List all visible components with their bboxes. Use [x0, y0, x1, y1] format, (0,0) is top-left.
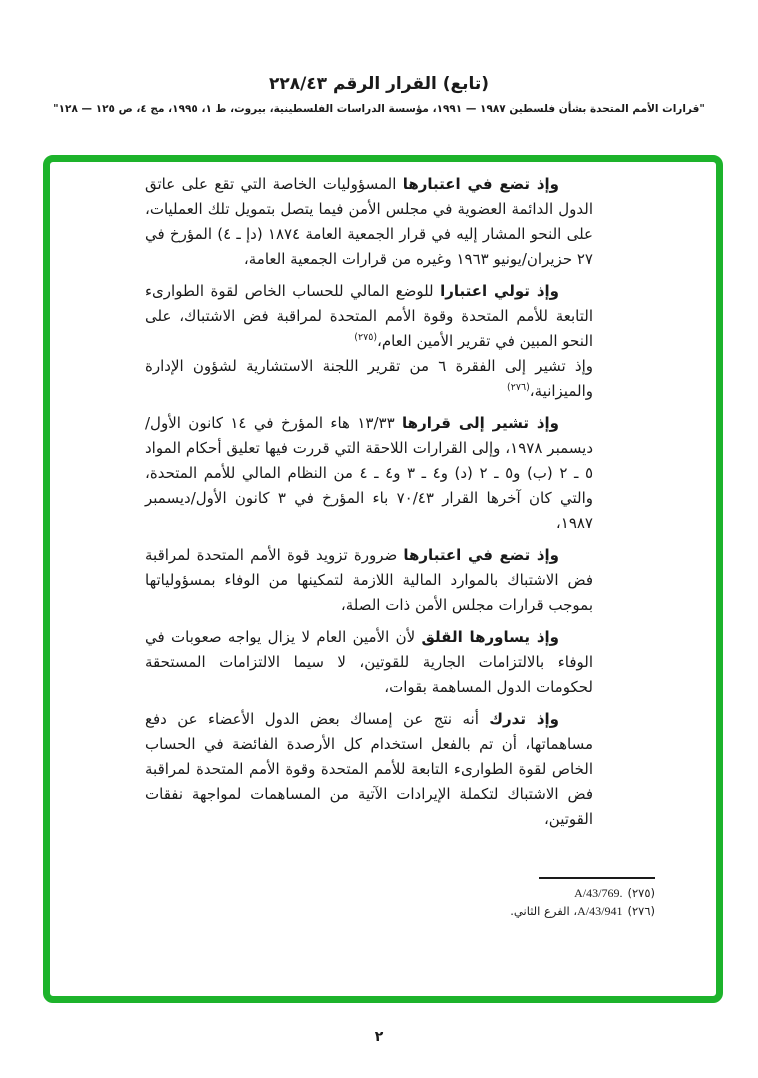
paragraph-lead-phrase: وإذ تضع في اعتبارها	[403, 546, 559, 564]
preambular-paragraph	[145, 172, 593, 272]
paragraph-text: المسؤوليات الخاصة التي تقع على عاتق الدول الدائمة العضوية في مجلس الأمن فيما يتصل بتمويل تلك العمليات، على النحو المشار إليه في قرار الجمعية العامة ١٨٧٤ (دإ ـ ٤) المؤرخ في ٢٧ حزيران/يونيو ١٩٦٣ وغيره من قرارات الجمعية العامة،	[145, 175, 593, 268]
preambular-paragraph	[145, 279, 593, 354]
page-footer	[0, 1026, 758, 1045]
footnote-document-symbol: A/43/941	[577, 904, 623, 918]
preambular-paragraph	[145, 354, 593, 404]
footnote-reference: (٢٧٥)	[354, 332, 378, 343]
preambular-paragraph	[145, 625, 593, 700]
paragraph-text: وإذ تشير إلى الفقرة ٦ من تقرير اللجنة الاستشارية لشؤون الإدارة والميزانية،	[145, 357, 593, 400]
paragraph-text: للوضع المالي للحساب الخاص لقوة الطوارىء التابعة للأمم المتحدة وقوة الأمم المتحدة لمراقبة فض الاشتباك، على النحو المبين في تقرير الأمين العام،	[145, 282, 593, 350]
footnote-item	[325, 884, 655, 902]
paragraph-lead-phrase: وإذ تولي اعتبارا	[440, 282, 559, 300]
resolution-body	[145, 172, 593, 839]
footnote-text: ، الفرع الثاني.	[510, 904, 578, 918]
preambular-paragraph	[145, 707, 593, 832]
paragraph-lead-phrase: وإذ تضع في اعتبارها	[402, 175, 559, 193]
page-number: ٢	[374, 1029, 384, 1045]
paragraph-text: ضرورة تزويد قوة الأمم المتحدة لمراقبة فض الاشتباك بالموارد المالية اللازمة لتمكينها من الوفاء بمسؤولياتها بموجب قرارات مجلس الأمن ذات الصلة،	[145, 546, 593, 614]
paragraph-text: ١٣/٣٣ هاء المؤرخ في ١٤ كانون الأول/ديسمبر ١٩٧٨، وإلى القرارات اللاحقة التي قررت فيها تعليق أحكام المواد ٥ ـ ٢ (ب) و٥ ـ ٢ (د) و٤ ـ ٣ و٤ ـ ٤ من النظام المالي للأمم المتحدة، والتي كان آخرها القرار ٧٠/٤٣ باء المؤرخ في ٣ كانون الأول/ديسمبر ١٩٨٧،	[145, 414, 594, 532]
paragraph-lead-phrase: وإذ يساورها القلق	[421, 628, 559, 646]
footnote-number: (٢٧٥)	[627, 886, 655, 900]
footnote-document-symbol: A/43/769.	[574, 886, 623, 900]
resolution-title: (تابع) القرار الرقم ٢٢٨/٤٣	[268, 74, 490, 94]
paragraph-lead-phrase: وإذ تشير إلى قرارها	[402, 414, 559, 432]
paragraph-lead-phrase: وإذ تدرك	[489, 710, 559, 728]
document-header	[0, 72, 758, 116]
preambular-paragraph	[145, 411, 593, 536]
footnote-item	[325, 902, 655, 920]
paragraph-text: لأن الأمين العام لا يزال يواجه صعوبات في الوفاء بالالتزامات الجارية للقوتين، لا سيما الالتزامات المستحقة لحكومات الدول المساهمة بقوات،	[145, 628, 593, 696]
preambular-paragraph	[145, 543, 593, 618]
footnotes-section	[325, 877, 655, 920]
paragraph-text: أنه نتج عن إمساك بعض الدول الأعضاء عن دفع مساهماتها، أن تم بالفعل استخدام كل الأرصدة الفائضة في الحساب الخاص لقوة الطوارىء التابعة للأمم المتحدة وقوة الأمم المتحدة لمراقبة فض الاشتباك لتكملة الإيرادات الآتية من المساهمات لمواجهة نفقات القوتين،	[145, 710, 593, 828]
footnote-number: (٢٧٦)	[627, 904, 655, 918]
source-citation: "قرارات الأمم المتحدة بشأن فلسطين ١٩٨٧ — ١٩٩١، مؤسسة الدراسات الفلسطينية، بيروت، ط ١، ١٩٩٥، مج ٤، ص ١٢٥ — ١٢٨"	[53, 103, 705, 115]
footnote-separator-rule	[539, 877, 655, 879]
footnote-reference: (٢٧٦)	[507, 382, 530, 393]
